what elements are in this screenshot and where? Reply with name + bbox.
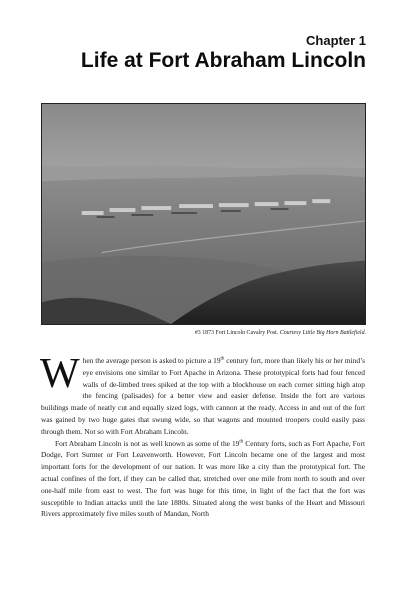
caption-text: #3 1873 Fort Lincoln Cavalry Post. — [194, 330, 279, 336]
paragraph-2-text-b: Century forts, such as Fort Apache, Fort Dodge, Fort Sumter or Fort Leavenworth. However, Fort Lincoln became one of the largest and most important forts for the development of our nation. It was more like a city than the prototypical fort. The actual confines of the fort, if they can be called that, stretched over one mile from north to south and over one-half mile from east to west. The fort was huge for this time, in light of the fact that the fort was susceptible to Indian attacks until the late 1880s. Situated along the west banks of the Heart and Missouri Rivers approximately five miles south of Mandan, North — [41, 438, 365, 519]
fort-landscape-photo — [42, 104, 365, 324]
chapter-title: Life at Fort Abraham Lincoln — [80, 49, 366, 72]
chapter-label: Chapter 1 — [306, 33, 366, 48]
ordinal-suffix: th — [239, 439, 244, 445]
caption-credit: Courtesy Little Big Horn Battlefield. — [279, 330, 366, 336]
drop-cap: W — [40, 351, 80, 397]
paragraph-1-text-b: century fort, more than likely his or her mind’s eye envisions one similar to Fort Apache in Arizona. These prototypical forts had four fenced walls of de-limbed trees spiked at the top with a blockhouse on each corner sitting high atop the fencing (palisades) for a better view and easier defense. Inside the fort are various buildings made of neatly cut and equally sized logs, with cannon at the ready. Access in and out of the fort was gained by two huge gates that swung wide, so that wagons and mounted troopers could easily pass through them. Not so with Fort Abraham Lincoln. — [41, 356, 366, 436]
paragraph-1-text-a: hen the average person is asked to picture a 19 — [82, 356, 221, 365]
paragraph-2 — [41, 438, 365, 521]
historical-photograph — [41, 103, 366, 325]
paragraph-2-text-a: Fort Abraham Lincoln is not as well known as some of the 19 — [55, 438, 240, 448]
ordinal-suffix: th — [220, 356, 225, 362]
paragraph-1 — [40, 351, 366, 438]
photo-caption — [100, 330, 366, 336]
body-text — [40, 351, 366, 520]
